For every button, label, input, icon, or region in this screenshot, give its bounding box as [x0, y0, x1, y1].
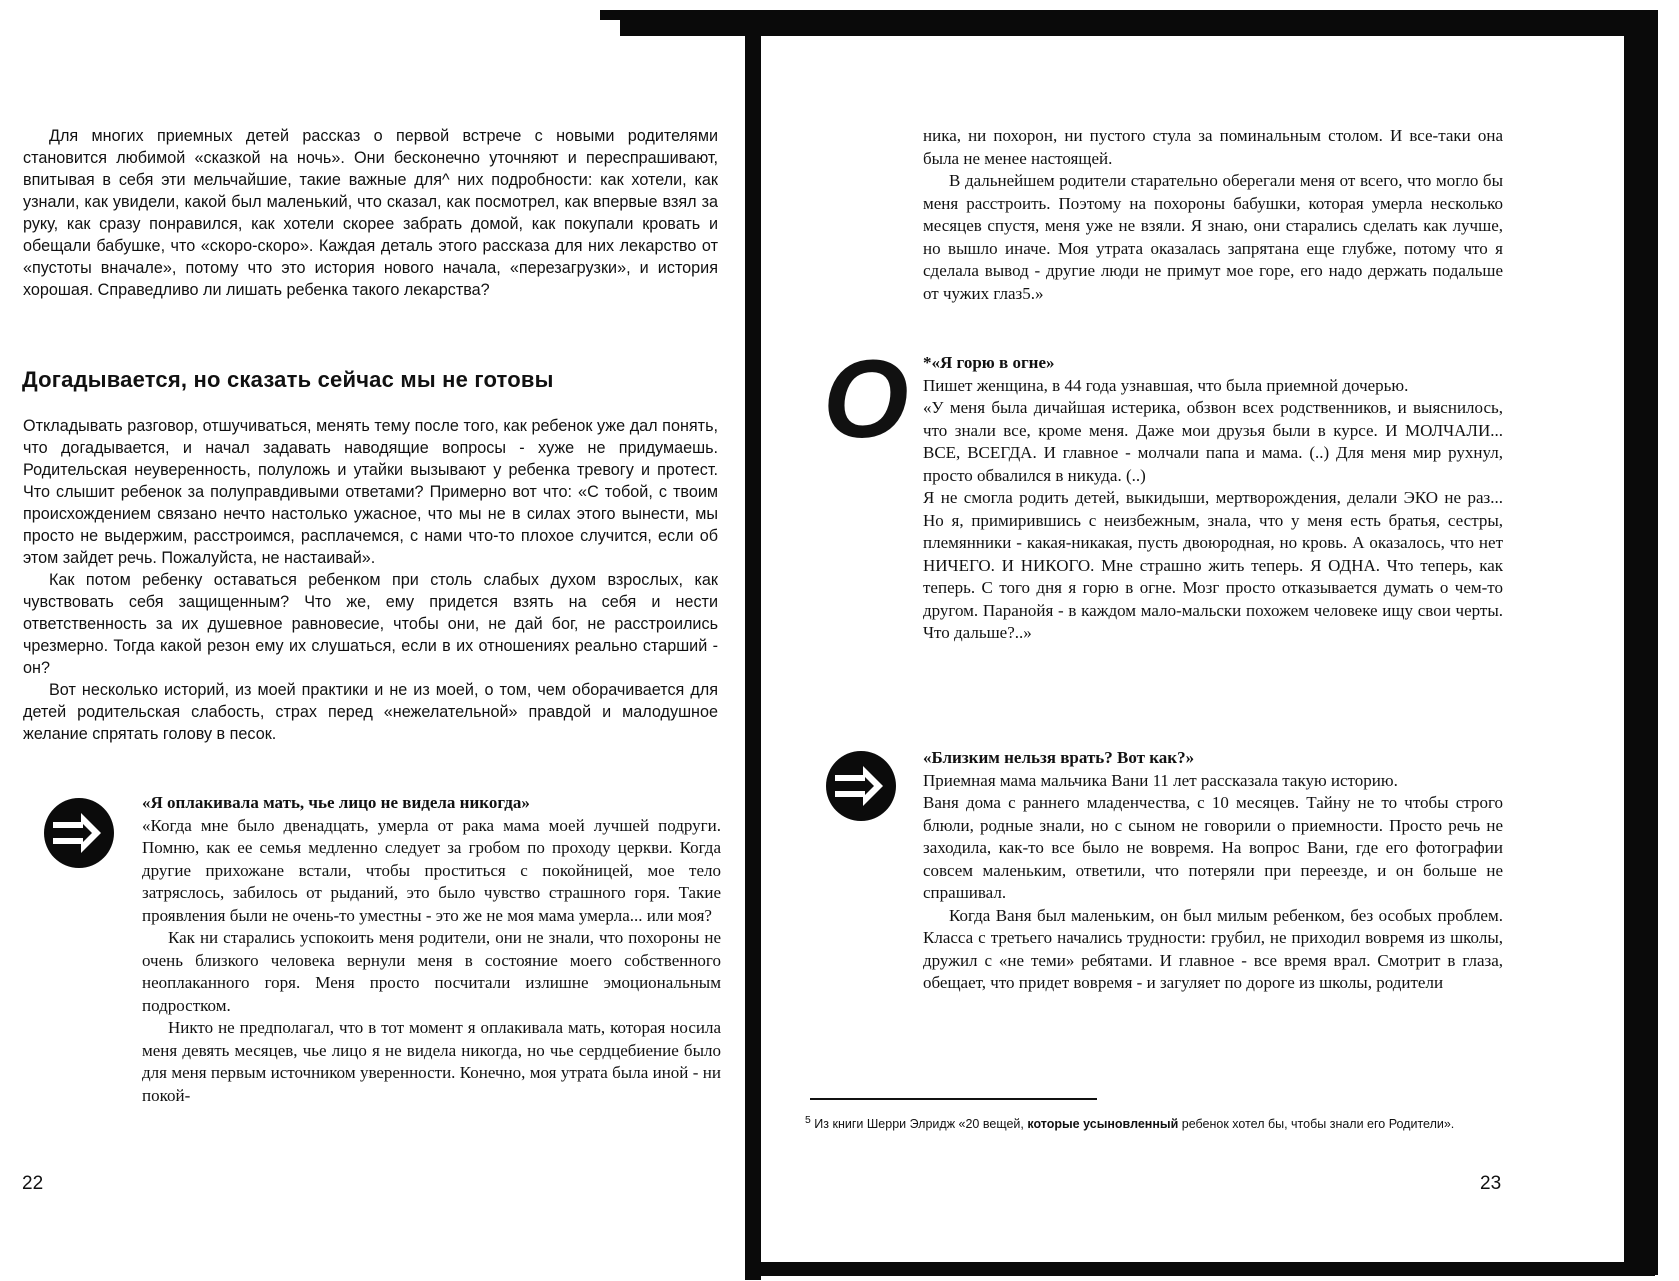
story-block — [923, 747, 1503, 995]
story-block — [923, 352, 1503, 645]
section-heading: Догадывается, но сказать сейчас мы не готовы — [22, 367, 554, 392]
paragraph: «У меня была дичайшая истерика, обзвон всех родственников, и выяснилось, что знали все, кроме меня. Даже мои друзья были в курсе. И МОЛЧАЛИ... ВСЕ, ВСЕГДА. И главное - молчали папа и мама. (..) Для меня мир рухнул, просто обвалился в никуда. (..) — [923, 398, 1503, 485]
paragraph: Никто не предполагал, что в тот момент я оплакивала мать, которая носила меня девять месяцев, чье лицо я не видела никогда, но чье сердцебиение было для меня первым источником уверенности. Конечно, моя утрата была иной - ни покой- — [142, 1018, 721, 1105]
paragraph: Ваня дома с раннего младенчества, с 10 месяцев. Тайну не то чтобы строго блюли, родные знали, но с сыном не говорили о приемности. Просто речь не заходила, как-то все было не вовремя. На вопрос Вани, где его фотографии совсем маленьким, ответили, что потеряли при переезде, и он больше не спрашивал. — [923, 793, 1503, 902]
paragraph: Приемная мама мальчика Вани 11 лет рассказала такую историю. — [923, 770, 1398, 790]
story-title: «Близким нельзя врать? Вот как?» — [923, 748, 1195, 767]
footnote-text-bold: которые усыновленный — [1027, 1117, 1179, 1132]
paragraph: Как ни старались успокоить меня родители, они не знали, что похороны не очень близкого человека вернули меня в состояние моего собственного неоплаканного горя. Меня просто посчитали излишне эмоциональным подростком. — [142, 928, 721, 1015]
scan-edge-shadow — [760, 1262, 1655, 1276]
page-number: 22 — [22, 1173, 44, 1194]
paragraph: «Когда мне было двенадцать, умерла от рака мама моей лучшей подруги. Помню, как ее семья медленно следует за гробом по проходу церкви. Когда другие прихожане встали, чтобы проститься с покойницей, мое тело затряслось, забилось от рыданий, это было чувство страшного горя. Такие проявления были не очень-то уместны - это же не моя мама умерла... или моя? — [142, 815, 721, 925]
continuation-block — [923, 125, 1503, 305]
left-page — [0, 0, 790, 1281]
page-number: 23 — [1480, 1173, 1502, 1194]
big-letter-o: О — [823, 338, 909, 461]
paragraph: Откладывать разговор, отшучиваться, менять тему после того, как ребенок уже дал понять, что догадывается, и начал задавать наводящие вопросы - хуже не придумаешь. Родительская неуверенность, полуложь и утайки вызывают у ребенка тревогу и протест. Что слышит ребенок за полуправдивыми ответами? Примерно вот что: «С тобой, с твоим происхождением связано нечто настолько ужасное, что мы не в силах этого вынести, мы просто не выдержим, расстроимся, расплачемся, с нами что-то плохое случится, если об этом зайдет речь. Пожалуйста, не настаивай». — [23, 417, 718, 567]
footnote-marker: 5 — [805, 1115, 811, 1126]
paragraph: Для многих приемных детей рассказ о первой встрече с новыми родителями становится любимой «сказкой на ночь». Они бесконечно уточняют и переспрашивают, впитывая в себя эти мельчайшие, такие важные для^ них подробности: как хотели, как узнали, как увидели, какой был маленький, что сказал, как посмотрел, как впервые взял за руку, как сразу понравился, как хотели скорее забрать домой, как покупали кровать и обещали бабушке, что «скоро-скоро». Каждая деталь этого рассказа для них лекарство от «пустоты вначале», потому что это история нового начала, «перезагрузки», и история хорошая. Справедливо ли лишать ребенка такого лекарства? — [23, 127, 718, 299]
footnote-divider — [810, 1098, 1097, 1100]
right-arrow-circle-icon — [825, 750, 897, 827]
story-title: *«Я горю в огне» — [923, 353, 1055, 372]
right-arrow-circle-icon — [43, 797, 115, 874]
paragraph: Когда Ваня был маленьким, он был милым ребенком, без особых проблем. Класса с третьего начались трудности: грубил, не приходил вовремя из школы, дружил с «не теми» ребятами. И главное - все время врал. Смотрит в глаза, обещает, что придет вовремя - и загуляет по дороге из школы, родители — [923, 905, 1503, 992]
paragraph: Я не смогла родить детей, выкидыши, мертворождения, делали ЭКО не раз... Но я, примирившись с неизбежным, знала, что у меня есть братья, сестры, племянники - какая-никакая, пусть двоюродная, но кровь. А оказалось, что нет НИЧЕГО. И НИКОГО. Мне страшно жить теперь. Я ОДНА. Что теперь, как теперь. С того дня я горю в огне. Мозг просто отказывается думать о чем-то другом. Паранойя - в каждом мало-мальски похожем человеке ищу свои черты. Что дальше?..» — [923, 488, 1503, 642]
paragraph: ника, ни похорон, ни пустого стула за поминальным столом. И все-таки она была не менее настоящей. — [923, 126, 1503, 168]
footnote-text: Из книги Шерри Элридж «20 вещей, — [814, 1117, 1024, 1132]
footnote-text: ребенок хотел бы, чтобы знали его Родители». — [1181, 1117, 1455, 1132]
paragraph: Как потом ребенку оставаться ребенком при столь слабых духом взрослых, как чувствовать себя защищенным? Что же, ему придется взять на себя и нести ответственность за их душевное равновесие, чтобы они, не дай бог, не расстроились чрезмерно. Тогда какой резон ему их слушаться, если в их отношениях реально старший - он? — [23, 571, 718, 677]
section-body — [23, 415, 718, 745]
paragraph: В дальнейшем родители старательно оберегали меня от всего, что могло бы меня расстроить. Поэтому на похороны бабушки, которая умерла несколько месяцев спустя, меня уже не взяли. Я знаю, они старались сделать как лучше, но вышло иначе. Моя утрата оказалась запрятана еще глубже, потому что я сделала вывод - другие люди не примут мое горе, его надо держать подальше от чужих глаз5.» — [923, 171, 1503, 303]
intro-paragraph — [23, 125, 718, 301]
footnote — [805, 1112, 1505, 1133]
story-block — [142, 792, 721, 1107]
paragraph: Пишет женщина, в 44 года узнавшая, что была приемной дочерью. — [923, 375, 1409, 395]
scan-edge-shadow — [1624, 10, 1658, 1275]
paragraph: Вот несколько историй, из моей практики и не из моей, о том, чем оборачивается для детей родительская слабость, страх перед «нежелательной» правдой и малодушное желание спрятать голову в песок. — [23, 681, 718, 743]
story-title: «Я оплакивала мать, чье лицо не видела никогда» — [142, 793, 530, 812]
